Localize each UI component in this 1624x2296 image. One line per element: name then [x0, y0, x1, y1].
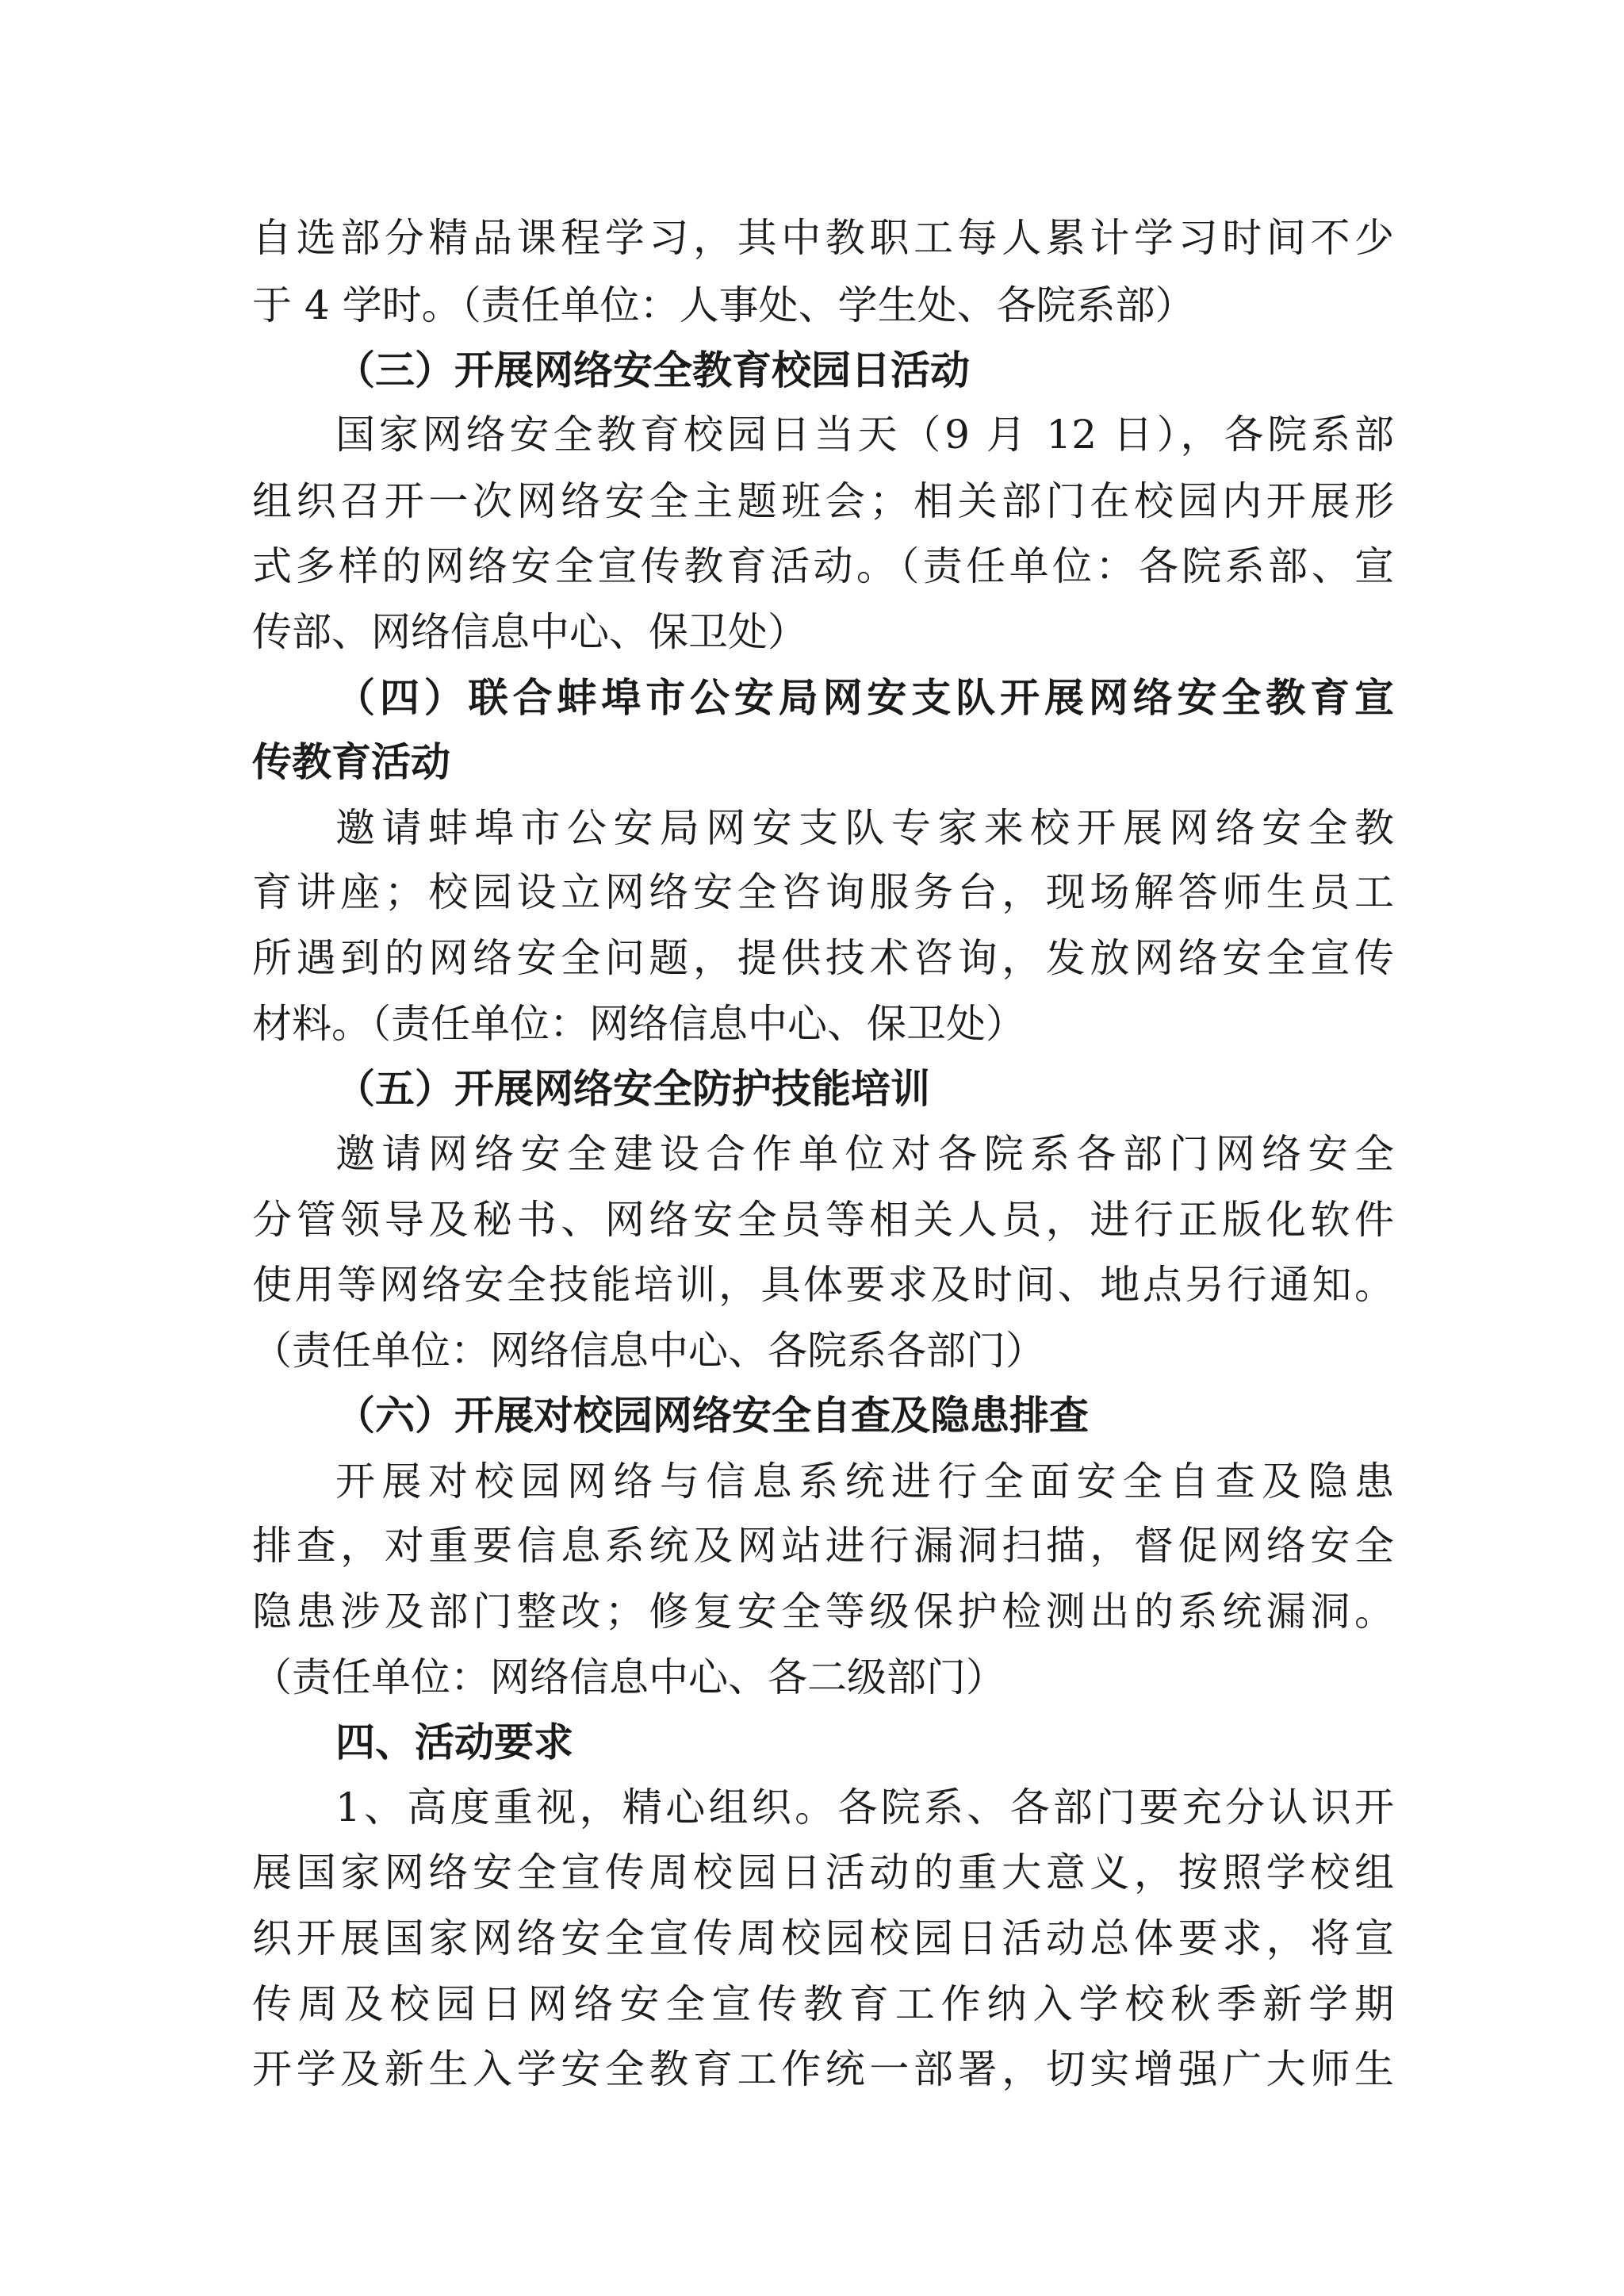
body-text-line: （责任单位：网络信息中心、各院系各部门） [252, 1328, 1045, 1374]
body-text-line: 材料。（责任单位：网络信息中心、保卫处） [252, 1001, 1025, 1047]
body-text-line: 邀请网络安全建设合作单位对各院系各部门网络安全 [335, 1131, 1394, 1177]
section-heading: （六）开展对校园网络安全自查及隐患排查 [335, 1392, 1089, 1439]
body-text-line: 所遇到的网络安全问题，提供技术咨询，发放网络安全宣传 [252, 935, 1394, 981]
section-heading: 传教育活动 [252, 738, 450, 785]
body-text-line: 1、高度重视，精心组织。各院系、各部门要充分认识开 [335, 1784, 1394, 1830]
body-text-line: （责任单位：网络信息中心、各二级部门） [252, 1654, 1005, 1700]
section-heading: （五）开展网络安全防护技能培训 [335, 1065, 930, 1112]
body-text-line: 传部、网络信息中心、保卫处） [252, 609, 807, 655]
section-heading: （三）开展网络安全教育校园日活动 [335, 347, 970, 393]
body-text-line: 展国家网络安全宣传周校园日活动的重大意义，按照学校组 [252, 1849, 1394, 1895]
body-text-line: 于 4 学时。（责任单位：人事处、学生处、各院系部） [252, 282, 1195, 328]
body-text-line: 育讲座；校园设立网络安全咨询服务台，现场解答师生员工 [252, 869, 1394, 915]
body-text-line: 式多样的网络安全宣传教育活动。（责任单位：各院系部、宣 [252, 543, 1394, 589]
body-text-line: 排查，对重要信息系统及网站进行漏洞扫描，督促网络安全 [252, 1523, 1394, 1569]
body-text-line: 自选部分精品课程学习，其中教职工每人累计学习时间不少 [252, 215, 1394, 261]
body-text-line: 使用等网络安全技能培训，具体要求及时间、地点另行通知。 [252, 1262, 1394, 1308]
body-text-line: 分管领导及秘书、网络安全员等相关人员，进行正版化软件 [252, 1197, 1394, 1243]
body-text-line: 织开展国家网络安全宣传周校园校园日活动总体要求，将宣 [252, 1915, 1394, 1961]
section-heading: （四）联合蚌埠市公安局网安支队开展网络安全教育宣 [335, 674, 1394, 721]
body-text-line: 传周及校园日网络安全宣传教育工作纳入学校秋季新学期 [252, 1981, 1394, 2027]
section-heading: 四、活动要求 [335, 1719, 573, 1765]
body-text-line: 开学及新生入学安全教育工作统一部署，切实增强广大师生 [252, 2046, 1394, 2092]
body-text-line: 邀请蚌埠市公安局网安支队专家来校开展网络安全教 [335, 805, 1394, 851]
body-text-line: 隐患涉及部门整改；修复安全等级保护检测出的系统漏洞。 [252, 1589, 1394, 1635]
body-text-line: 国家网络安全教育校园日当天（9 月 12 日），各院系部 [335, 412, 1394, 458]
body-text-line: 组织召开一次网络安全主题班会；相关部门在校园内开展形 [252, 478, 1394, 524]
body-text-line: 开展对校园网络与信息系统进行全面安全自查及隐患 [335, 1458, 1394, 1504]
